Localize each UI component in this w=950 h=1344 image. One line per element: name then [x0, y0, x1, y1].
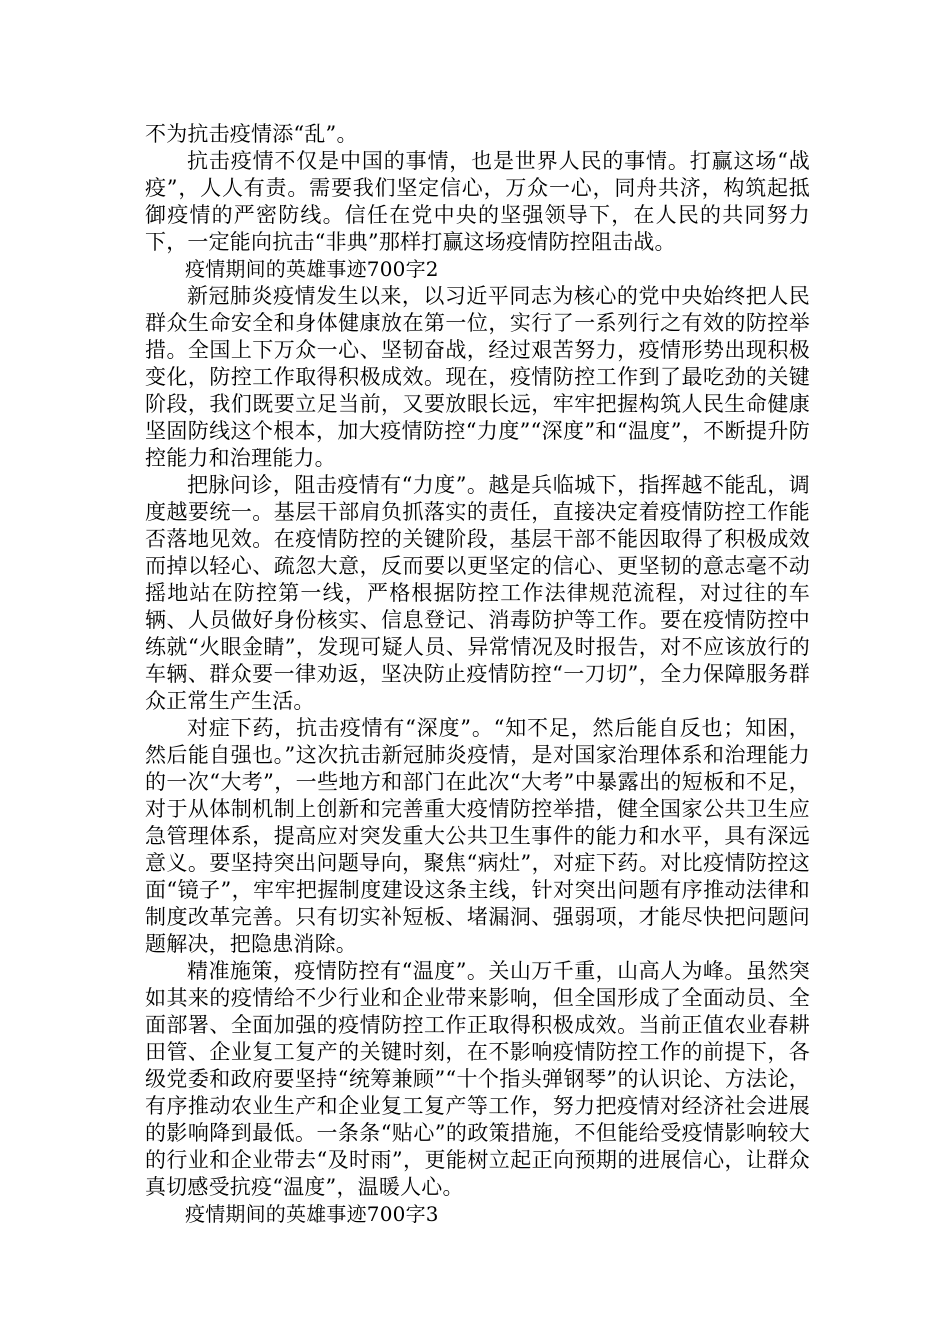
paragraph-4: 把脉问诊，阻击疫情有“力度”。越是兵临城下，指挥越不能乱，调度越要统一。基层干部肩负抓落实的责任，直接决定着疫情防控工作能否落地见效。在疫情防控的关键阶段，基层干部不能因取得了积极成效而掉以轻心、疏忽大意，反而要以更坚定的信心、更坚韧的意志毫不动摇地站在防控第一线，严格根据防控工作法律规范流程，对过往的车辆、人员做好身份核实、信息登记、消毒防护等工作。要在疫情防控中练就“火眼金睛”，发现可疑人员、异常情况及时报告，对不应该放行的车辆、群众要一律劝返，坚决防止疫情防控“一刀切”，全力保障服务群众正常生产生活。 — [145, 473, 810, 713]
document-body — [145, 121, 810, 1228]
paragraph-6: 精准施策，疫情防控有“温度”。关山万千重，山高人为峰。虽然突如其来的疫情给不少行业和企业带来影响，但全国形成了全面动员、全面部署、全面加强的疫情防控工作正取得积极成效。当前正值农业春耕田管、企业复工复产的关键时刻，在不影响疫情防控工作的前提下，各级党委和政府要坚持“统筹兼顾”“十个指头弹钢琴”的认识论、方法论，有序推动农业生产和企业复工复产等工作，努力把疫情对经济社会进展的影响降到最低。一条条“贴心”的政策措施，不但能给受疫情影响较大的行业和企业带去“及时雨”，更能树立起正向预期的进展信心，让群众真切感受抗疫“温度”，温暖人心。 — [145, 959, 810, 1199]
paragraph-5: 对症下药，抗击疫情有“深度”。“知不足，然后能自反也；知困，然后能自强也。”这次抗击新冠肺炎疫情，是对国家治理体系和治理能力的一次“大考”，一些地方和部门在此次“大考”中暴露出的短板和不足，对于从体制机制上创新和完善重大疫情防控举措，健全国家公共卫生应急管理体系，提高应对突发重大公共卫生事件的能力和水平，具有深远意义。要坚持突出问题导向，聚焦“病灶”，对症下药。对比疫情防控这面“镜子”，牢牢把握制度建设这条主线，针对突出问题有序推动法律和制度改革完善。只有切实补短板、堵漏洞、强弱项，才能尽快把问题问题解决，把隐患消除。 — [145, 716, 810, 956]
paragraph-1: 不为抗击疫情添“乱”。 — [145, 122, 358, 146]
paragraph-3: 新冠肺炎疫情发生以来，以习近平同志为核心的党中央始终把人民群众生命安全和身体健康放在第一位，实行了一系列行之有效的防控举措。全国上下万众一心、坚韧奋战，经过艰苦努力，疫情形势出现积极变化，防控工作取得积极成效。现在，疫情防控工作到了最吃劲的关键阶段，我们既要立足当前，又要放眼长远，牢牢把握构筑人民生命健康坚固防线这个根本，加大疫情防控“力度”“深度”和“温度”，不断提升防控能力和治理能力。 — [145, 284, 810, 470]
paragraph-2: 抗击疫情不仅是中国的事情，也是世界人民的事情。打赢这场“战疫”，人人有责。需要我们坚定信心，万众一心，同舟共济，构筑起抵御疫情的严密防线。信任在党中央的坚强领导下，在人民的共同努力下，一定能向抗击“非典”那样打赢这场疫情防控阻击战。 — [145, 149, 810, 254]
section-heading-3: 疫情期间的英雄事迹700字3 — [185, 1202, 439, 1226]
section-heading-2: 疫情期间的英雄事迹700字2 — [185, 257, 439, 281]
